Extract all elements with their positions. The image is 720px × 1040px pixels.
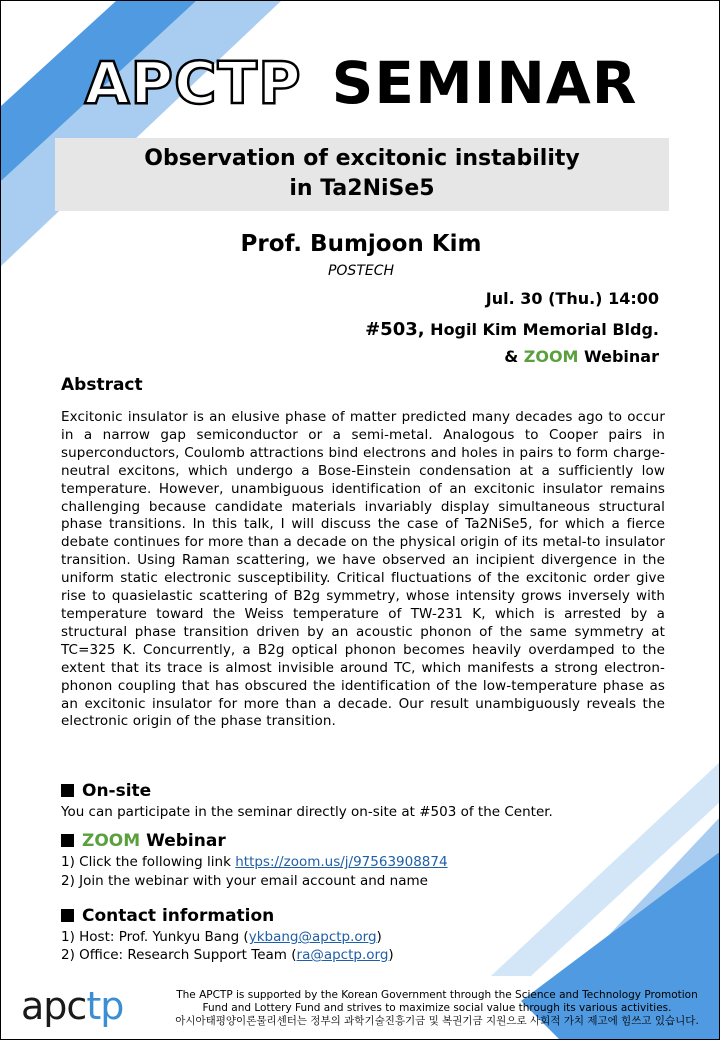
zoom-step-2: 2) Join the webinar with your email account and name [61,873,428,889]
talk-title-line2: in Ta2NiSe5 [289,176,435,201]
webinar-note [504,347,659,366]
zoom-label: ZOOM [523,347,579,366]
speaker-affiliation: POSTECH [327,263,395,279]
footer-line-3: 아시아태평양이론물리센터는 정부의 과학기술진흥기금 및 복권기금 지원으로 사회적 가치 제고에 힘쓰고 있습니다. [175,1015,699,1027]
zoom-link[interactable]: https://zoom.us/j/97563908874 [235,854,448,870]
logo-part-b: tp [86,984,124,1028]
talk-title-line1: Observation of excitonic instability [144,146,580,171]
contact-office-label: 2) Office: Research Support Team ( [61,947,297,963]
zoom-heading [61,831,226,851]
seminar-datetime: Jul. 30 (Thu.) 14:00 [485,289,659,308]
zoom-heading-webinar: Webinar [146,831,226,851]
contact-office-close: ) [388,947,394,963]
square-bullet-icon [61,834,74,847]
footer-line-2: Fund and Lottery Fund and strives to maximize social value through its various activities. [202,1002,672,1014]
seminar-location [365,319,659,340]
footer-disclaimer [161,989,713,1028]
ampersand: & [504,347,519,366]
office-email-link[interactable]: ra@apctp.org [296,947,389,963]
contact-host-label: 1) Host: Prof. Yunkyu Bang ( [61,929,249,945]
zoom-step-1 [61,854,448,870]
org-name: APCTP [84,49,302,117]
contact-heading-text: Contact information [82,906,275,926]
zoom-heading-zoom: ZOOM [82,831,141,851]
onsite-heading [61,781,151,801]
abstract-heading: Abstract [61,375,143,395]
talk-title-box [55,138,669,211]
onsite-heading-text: On-site [82,781,152,801]
contact-host [61,929,382,945]
speaker-name: Prof. Bumjoon Kim [240,231,482,257]
onsite-text: You can participate in the seminar directly on-site at #503 of the Center. [61,804,553,820]
poster-header [1,49,720,117]
webinar-label: Webinar [584,347,659,366]
contact-heading [61,906,274,926]
building-name: Hogil Kim Memorial Bldg. [430,320,659,339]
zoom-step-1-text: 1) Click the following link [61,854,231,870]
room-number: #503, [365,319,425,340]
contact-office [61,947,394,963]
host-email-link[interactable]: ykbang@apctp.org [248,929,377,945]
square-bullet-icon [61,784,74,797]
abstract-body: Excitonic insulator is an elusive phase of matter predicted many decades ago to occur in a narrow gap semiconductor or a semi-metal. Analogous to Cooper pairs in superconductors, Coulomb attractions bind electrons and holes in pairs to form charge-neutral excitons, which undergo a Bose-Einstein condensation at a sufficiently low temperature. However, unambiguous identification of an excitonic insulator remains challenging because candidate materials invariably display simultaneous structural phase transitions. In this talk, I will discuss the case of Ta2NiSe5, for which a fierce debate continues for more than a decade on the physical origin of its metal-to insulator transition. Using Raman scattering, we have observed an incipient divergence in the uniform static electronic susceptibility. Critical fluctuations of the excitonic order give rise to quasielastic scattering of B2g symmetry, whose intensity grows inversely with temperature toward the Weiss temperature of TW-231 K, which is arrested by a structural phase transition driven by an acoustic phonon of the same symmetry at TC=325 K. Concurrently, a B2g optical phonon becomes heavily overdamped to the extent that its trace is almost invisible around TC, which manifests a strong electron-phonon coupling that has obscured the identification of the low-temperature phase as an excitonic insulator for more than a decade. Our result unambiguously reveals the electronic origin of the phase transition. [61,409,665,730]
footer-line-1: The APCTP is supported by the Korean Government through the Science and Technology Promotion [176,989,698,1001]
contact-host-close: ) [376,929,382,945]
square-bullet-icon [61,909,74,922]
event-type: SEMINAR [331,49,638,117]
apctp-logo [21,984,123,1028]
logo-part-a: apc [21,984,87,1028]
